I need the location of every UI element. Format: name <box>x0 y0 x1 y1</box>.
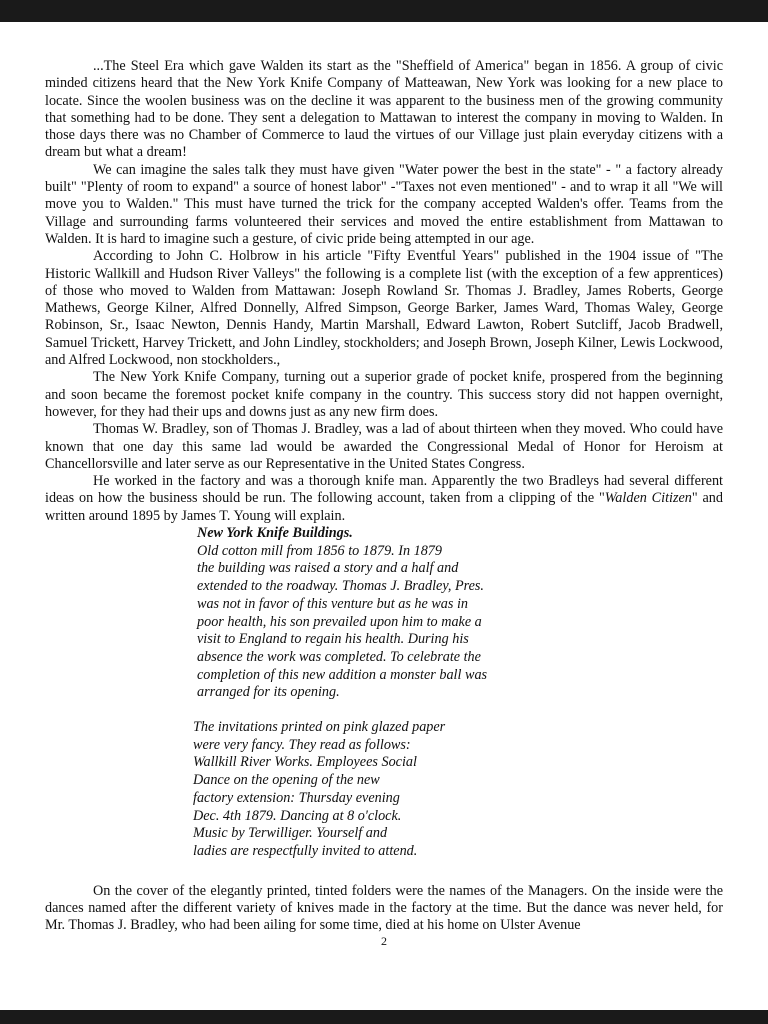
quote-line: The invitations printed on pink glazed paper <box>193 719 446 736</box>
quote-line: extended to the roadway. Thomas J. Bradley, Pres. <box>197 578 484 595</box>
page-number: 2 <box>381 934 387 948</box>
newspaper-title: Walden Citizen <box>604 490 692 507</box>
quote-line: absence the work was completed. To celebrate the <box>197 648 481 665</box>
quote-line: were very fancy. They read as follows: <box>193 736 411 753</box>
quote-heading: New York Knife Buildings. <box>197 525 353 542</box>
quote-line: arranged for its opening. <box>197 684 340 701</box>
quote-line: visit to England to regain his health. During his <box>197 631 469 648</box>
paragraph-thomas-w-bradley: Thomas W. Bradley, son of Thomas J. Bradley, was a lad of about thirteen when they moved. Who could have known that one day this same lad would be awarded the Congressional Medal of Honor for Heroism at Chancellorsville and later serve as our Representative in the United States Congress. <box>45 421 723 472</box>
clipping-intro-text-end: " and written around 1895 by James T. Young will explain. <box>45 490 723 524</box>
quote-line: Music by Terwilliger. Yourself and <box>193 825 388 842</box>
quote-knife-buildings <box>197 525 527 702</box>
document-page <box>45 58 723 935</box>
paragraph-knife-company: The New York Knife Company, turning out a superior grade of pocket knife, prospered from the beginning and soon became the foremost pocket knife company in the country. This success story did not happen overnight, however, for they had their ups and downs just as any new firm does. <box>45 369 723 420</box>
bottom-frame-bar <box>0 1010 768 1024</box>
quote-line: Dec. 4th 1879. Dancing at 8 o'clock. <box>193 807 402 824</box>
quote-line: Wallkill River Works. Employees Social <box>193 754 417 771</box>
top-frame-bar <box>0 0 768 22</box>
quote-line: Dance on the opening of the new <box>193 772 380 789</box>
quote-line: poor health, his son prevailed upon him to make a <box>197 613 482 630</box>
quote-line: was not in favor of this venture but as he was in <box>197 595 469 612</box>
paragraph-clipping-intro <box>45 473 723 525</box>
paragraph-steel-era: ...The Steel Era which gave Walden its start as the "Sheffield of America" began in 1856. A group of civic minded citizens heard that the New York Knife Company of Matteawan, New York was looking for a new place to locate. Since the woolen business was on the decline it was apparent to the business men of the growing community that something had to be done. They sent a delegation to Mattawan to interest the company in moving to Walden. In those days there was no Chamber of Commerce to laud the virtues of our Village just plain everyday citizens with a dream but what a dream! <box>45 58 723 161</box>
paragraph-closing: On the cover of the elegantly printed, tinted folders were the names of the Managers. On the inside were the dances named after the different variety of knives made in the factory at the time. But the dance was never held, for Mr. Thomas J. Bradley, who had been ailing for some time, died at his home on Ulster Avenue <box>45 882 723 934</box>
paragraph-holbrow-list: According to John C. Holbrow in his article "Fifty Eventful Years" published in the 1904 issue of "The Historic Wallkill and Hudson River Valleys" the following is a complete list (with the exception of a few apprentices) of those who moved to Walden from Mattawan: Joseph Rowland Sr. Thomas J. Bradley, James Roberts, George Mathews, George Kilner, Alfred Donnelly, Alfred Simpson, George Barker, James Ward, Thomas Waley, George Robinson, Sr., Isaac Newton, Dennis Handy, Martin Marshall, Edward Lawton, Robert Sutcliff, Jacob Bradwell, Samuel Trickett, Harvey Trickett, and John Lindley, stockholders; and Joseph Brown, Joseph Kilner, Lewis Lockwood, and Alfred Lockwood, non stockholders., <box>45 248 723 369</box>
spacer <box>45 861 723 883</box>
clipping-intro-text: He worked in the factory and was a thorough knife man. Apparently the two Bradleys had several different ideas on how the business should be run. The following account, taken from a clipping of the " <box>45 473 723 507</box>
paragraph-sales-talk: We can imagine the sales talk they must have given "Water power the best in the state" - " a factory already built" "Plenty of room to expand" a source of honest labor" -"Taxes not even mentioned" - and to wrap it all "We will move you to Walden." This must have turned the trick for the company accepted Walden's offer. Teams from the Village and surrounding farms volunteered their services and moved the entire establishment from Mattawan to Walden. It is hard to imagine such a gesture, of civic pride being attempted in our age. <box>45 161 723 247</box>
quote-line: completion of this new addition a monster ball was <box>197 666 488 683</box>
quote-line: factory extension: Thursday evening <box>193 789 400 806</box>
quote-line: the building was raised a story and a half and <box>197 560 459 577</box>
spacer <box>45 702 723 719</box>
quote-line: Old cotton mill from 1856 to 1879. In 1879 <box>197 542 442 559</box>
quote-line: ladies are respectfully invited to attend. <box>193 842 418 859</box>
quote-invitation <box>193 719 523 861</box>
